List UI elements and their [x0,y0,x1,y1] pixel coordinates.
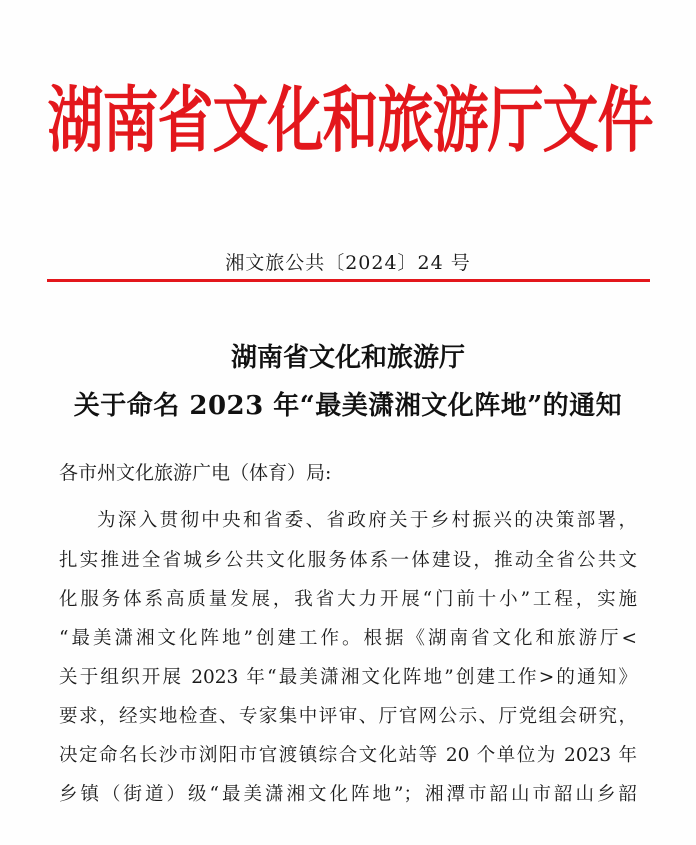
body-line: 扎实推进全省城乡公共文化服务体系一体建设，推动全省公共文 [59,550,637,571]
red-divider-line [47,279,650,282]
document-banner: 湖南省文化和旅游厅文件 [47,79,653,163]
document-title-line-2: 关于命名 2023 年“最美潇湘文化阵地”的通知 [73,391,623,421]
body-line: 化服务体系高质量发展，我省大力开展“门前十小”工程，实施 [59,589,637,610]
body-line: 决定命名长沙市浏阳市官渡镇综合文化站等 20 个单位为 2023 年 [59,745,637,766]
body-line: 要求，经实地检查、专家集中评审、厅官网公示、厅党组会研究， [59,706,637,727]
body-line: 乡镇（街道）级“最美潇湘文化阵地”；湘潭市韶山市韶山乡韶 [59,784,637,805]
body-line: “最美潇湘文化阵地”创建工作。根据《湖南省文化和旅游厅< [59,628,637,649]
body-line: 关于组织开展 2023 年“最美潇湘文化阵地”创建工作>的通知》 [59,667,637,688]
body-line: 为深入贯彻中央和省委、省政府关于乡村振兴的决策部署， [97,510,637,531]
document-title-line-1: 湖南省文化和旅游厅 [230,343,465,373]
document-number: 湘文旅公共〔2024〕24 号 [225,252,471,274]
salutation: 各市州文化旅游广电（体育）局: [59,462,332,484]
